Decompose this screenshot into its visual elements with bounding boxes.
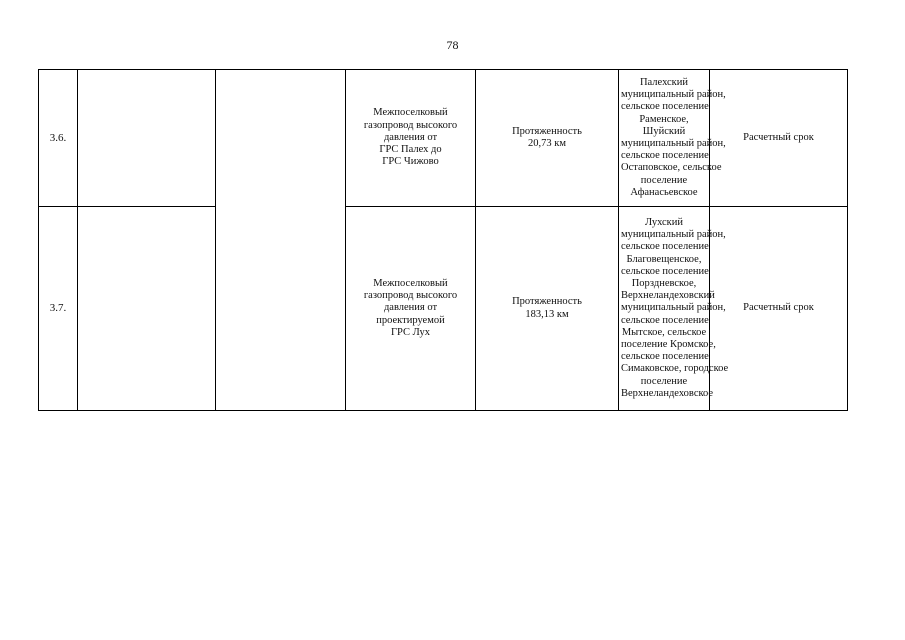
location-line: сельское поселение <box>621 314 709 326</box>
location-line: сельское поселение <box>621 265 709 277</box>
location-line: Раменское, <box>639 113 689 125</box>
characteristic-cell <box>476 207 619 411</box>
location-line: сельское поселение <box>621 351 709 363</box>
characteristic-line: 183,13 км <box>525 308 569 320</box>
characteristic-cell <box>476 70 619 207</box>
characteristic-line: Протяженность <box>512 296 582 308</box>
location-line: муниципальный район, <box>621 229 726 241</box>
term-cell: Расчетный срок <box>710 70 848 207</box>
location-line: муниципальный район, <box>621 302 726 314</box>
term-cell: Расчетный срок <box>710 207 848 411</box>
object-line: Межпоселковый <box>373 277 448 289</box>
location-line: Остаповское, сельское <box>621 162 722 174</box>
location-line: Шуйский <box>642 125 686 137</box>
location-line: Афанасьевское <box>630 186 698 198</box>
location-line: Верхнеландеховское <box>621 387 714 399</box>
row-number-cell: 3.6. <box>39 70 78 207</box>
location-line: Верхнеландеховский <box>621 290 715 302</box>
location-line: поселение <box>640 174 688 186</box>
location-line: муниципальный район, <box>621 138 726 149</box>
object-line: ГРС Чижово <box>382 156 439 168</box>
object-line: ГРС Палех до <box>379 144 442 156</box>
object-line: давления от <box>383 302 438 314</box>
table-row <box>39 207 848 411</box>
object-line: давления от <box>383 131 438 143</box>
location-line: Палехский <box>639 76 689 88</box>
object-line: Межпоселковый <box>373 107 448 119</box>
location-line: Лухский <box>644 216 684 228</box>
location-line: Порздневское, <box>631 277 697 289</box>
location-line: сельское поселение <box>621 241 709 253</box>
location-cell <box>619 70 726 207</box>
location-line: Благовещенское, <box>626 253 702 265</box>
row-number-cell: 3.7. <box>39 207 78 411</box>
empty-cell <box>78 70 216 207</box>
location-line: муниципальный район, <box>621 89 726 101</box>
empty-cell <box>78 207 216 411</box>
location-line: сельское поселение <box>621 101 709 113</box>
object-name-cell <box>346 207 476 411</box>
characteristic-line: 20,73 км <box>528 138 566 149</box>
characteristic-line: Протяженность <box>512 125 582 137</box>
object-name-cell <box>346 70 476 207</box>
location-line: Мытское, сельское <box>621 326 707 338</box>
facilities-table <box>38 69 848 411</box>
location-line: поселение <box>640 375 688 387</box>
object-line: газопровод высокого <box>363 290 458 302</box>
page-number: 78 <box>446 38 459 52</box>
empty-merged-cell <box>216 70 346 411</box>
location-line: Симаковское, городское <box>621 363 729 375</box>
object-line: газопровод высокого <box>363 119 458 131</box>
location-line: поселение Кромское, <box>621 339 716 350</box>
location-line: сельское поселение <box>621 150 709 162</box>
object-line: проектируемой <box>376 314 445 326</box>
object-line: ГРС Лух <box>390 326 431 338</box>
table-row <box>39 70 848 207</box>
location-cell <box>619 207 729 411</box>
